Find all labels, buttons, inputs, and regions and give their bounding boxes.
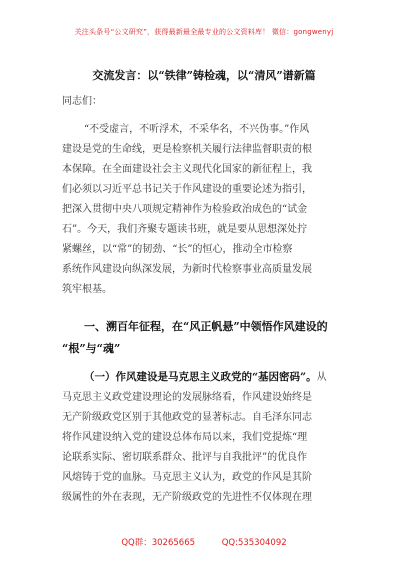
paragraph-2-line: 论联系实际、密切联系群众、批评与自我批评”的优良作	[62, 452, 308, 463]
section-heading-line: “根”与“魂”	[62, 342, 121, 355]
paragraph-2-line: 风熔铸于党的血脉。马克思主义认为，政党的作风是其阶	[62, 472, 312, 483]
paragraph-1-line: 本保障。在全面建设社会主义现代化国家的新征程上，我	[62, 164, 312, 175]
paragraph-2-line: 马克思主义政党建设理论的发展脉络看，作风建设始终是	[62, 392, 312, 403]
paragraph-2-lead-tail: 从	[316, 372, 327, 383]
subheading: （一）作风建设是马克思主义政党的“基因密码”。	[84, 371, 317, 383]
paragraph-1-line: 们必须以习近平总书记关于作风建设的重要论述为指引，	[62, 184, 312, 195]
paragraph-1-line: 石”。今天，我们齐聚专题读书班，就是要从思想深处拧	[62, 224, 308, 235]
paragraph-1-line: 系统作风建设向纵深发展，为新时代检察事业高质量发展	[62, 264, 312, 275]
paragraph-1-line: 筑牢根基。	[62, 284, 112, 295]
paragraph-2-line: 将作风建设纳入党的建设总体布局以来，我们党提炼“理	[62, 432, 308, 443]
paragraph-2-line: 无产阶级政党区别于其他政党的显著标志。自毛泽东同志	[62, 412, 312, 423]
paragraph-1-line: “不受虚言，不听浮术，不采华名，不兴伪事。”作风	[84, 124, 310, 135]
header-banner: 关注头条号“公文研究”，获得最新最全最专业的公文资料库！ 微信：gongwenyj	[74, 28, 334, 36]
qq-text: QQ:535304092	[221, 538, 287, 548]
section-heading-line: 一、溯百年征程，在“风正帆悬”中领悟作风建设的	[84, 320, 328, 333]
qq-group-text: QQ群：30265665	[121, 538, 196, 548]
paragraph-2-first-line	[84, 371, 384, 384]
paragraph-1-line: 紧螺丝，以“常”的韧劲、“长”的恒心，推动全市检察	[62, 244, 293, 255]
paragraph-1-line: 把深入贯彻中央八项规定精神作为检验政治成色的“试金	[62, 204, 308, 215]
footer-contacts	[0, 536, 408, 548]
salutation: 同志们：	[62, 96, 102, 107]
paragraph-1-line: 建设是党的生命线，更是检察机关履行法律监督职责的根	[62, 144, 312, 155]
paragraph-2-line: 级属性的外在表现，无产阶级政党的先进性不仅体现在理	[62, 492, 312, 503]
document-title: 交流发言：以“铁律”铸检魂，以“清风”谱新篇	[92, 69, 316, 82]
